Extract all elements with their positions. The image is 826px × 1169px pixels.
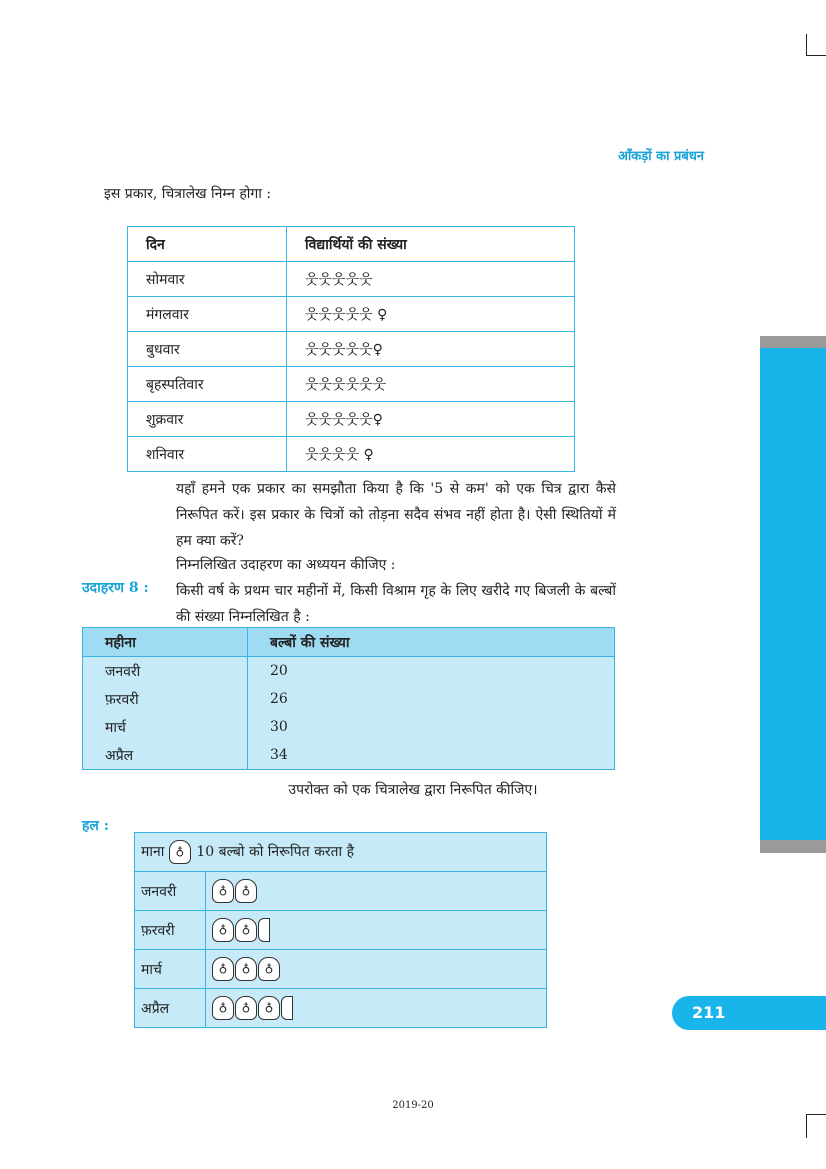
count-cell: 20: [270, 663, 288, 679]
bulb-icon: ♁: [212, 918, 234, 942]
month-cell: फ़रवरी: [83, 685, 248, 713]
count-cell: 30: [270, 719, 288, 735]
bulb-icon: ♁: [258, 996, 280, 1020]
side-bar-top-band: [760, 336, 826, 348]
month-cell: मार्च: [135, 950, 206, 989]
bulb-icon: ♁: [235, 879, 257, 903]
partial-bulb-icon: [281, 996, 293, 1020]
table-row: [128, 402, 575, 437]
example-label: उदाहरण 8 :: [82, 580, 149, 596]
figures-cell: 웃웃웃웃웃♀: [287, 332, 575, 367]
table-row: [128, 437, 575, 472]
instruction-text: उपरोक्त को एक चित्रालेख द्वारा निरूपित कीजिए।: [288, 782, 538, 798]
table-row: [128, 367, 575, 402]
bulb-icon: ♁: [212, 996, 234, 1020]
crop-mark-bottom-h: [806, 1114, 826, 1115]
crop-mark-bottom: [806, 1114, 807, 1138]
footer-year: 2019-20: [392, 1100, 434, 1111]
table-header-row: [83, 628, 615, 657]
key-prefix: माना: [141, 844, 165, 860]
figures-cell: 웃웃웃웃웃: [287, 262, 575, 297]
month-cell: जनवरी: [83, 657, 248, 686]
table-row: [135, 911, 547, 950]
table-header-row: [128, 227, 575, 262]
key-row: [135, 833, 547, 872]
crop-mark-top-h: [806, 55, 826, 56]
bulb-icon: ♁: [235, 918, 257, 942]
day-cell: बुधवार: [128, 332, 287, 367]
pictograph-table-bulbs: [134, 832, 547, 1028]
day-cell: बृहस्पतिवार: [128, 367, 287, 402]
intro-text: इस प्रकार, चित्रालेख निम्न होगा :: [104, 186, 272, 202]
month-cell: अप्रैल: [135, 989, 206, 1028]
key-cell: [135, 833, 547, 872]
side-color-bar: [760, 336, 826, 853]
table-row: [83, 741, 615, 770]
figures-cell: 웃웃웃웃 ♀: [287, 437, 575, 472]
bulb-icon: ♁: [258, 957, 280, 981]
table-row: [135, 989, 547, 1028]
day-cell: शनिवार: [128, 437, 287, 472]
crop-mark-top: [806, 34, 807, 56]
page-number: 211: [672, 996, 826, 1030]
table-row: [83, 713, 615, 741]
partial-bulb-icon: [258, 918, 270, 942]
day-cell: सोमवार: [128, 262, 287, 297]
bulb-icon: ♁: [235, 957, 257, 981]
header-students: विद्यार्थियों की संख्या: [287, 227, 575, 262]
solution-label: हल :: [82, 818, 109, 834]
key-suffix: 10 बल्बो को निरूपित करता है: [196, 844, 355, 860]
header-bulb-count: बल्बों की संख्या: [248, 628, 615, 657]
month-cell: मार्च: [83, 713, 248, 741]
bulbs-cell: [206, 911, 547, 950]
figures-cell: 웃웃웃웃웃웃: [287, 367, 575, 402]
running-header: आँकड़ों का प्रबंधन: [618, 149, 705, 164]
bulb-icon: ♁: [169, 840, 191, 864]
table-row: [83, 685, 615, 713]
table-row: [128, 297, 575, 332]
table-row: [135, 950, 547, 989]
table-row: [135, 872, 547, 911]
side-bar-bottom-band: [760, 840, 826, 853]
month-cell: अप्रैल: [83, 741, 248, 770]
figures-cell: 웃웃웃웃웃 ♀: [287, 297, 575, 332]
figures-cell: 웃웃웃웃웃♀: [287, 402, 575, 437]
count-cell: 26: [270, 691, 288, 707]
month-cell: जनवरी: [135, 872, 206, 911]
bulbs-cell: [206, 989, 547, 1028]
table-row: [128, 332, 575, 367]
bulb-icon: ♁: [235, 996, 257, 1020]
day-cell: शुक्रवार: [128, 402, 287, 437]
count-cell: 34: [270, 747, 288, 763]
table-row: [128, 262, 575, 297]
header-month: महीना: [83, 628, 248, 657]
day-cell: मंगलवार: [128, 297, 287, 332]
month-cell: फ़रवरी: [135, 911, 206, 950]
paragraph-study-example: निम्नलिखित उदाहरण का अध्ययन कीजिए :: [176, 557, 396, 573]
pictograph-table-students: [127, 226, 575, 472]
bulbs-cell: [206, 872, 547, 911]
bulbs-cell: [206, 950, 547, 989]
bulb-icon: ♁: [212, 879, 234, 903]
header-day: दिन: [128, 227, 287, 262]
bulb-icon: ♁: [212, 957, 234, 981]
paragraph-compromise: यहाँ हमने एक प्रकार का समझौता किया है कि '5 से कम' को एक चित्र द्वारा कैसे निरूपित करें। इस प्रकार के चित्रों को तोड़ना सदैव संभव नहीं होता है। ऐसी स्थितियों में हम क्या करें?: [176, 481, 616, 549]
bulbs-table: [82, 627, 615, 770]
example-text: किसी वर्ष के प्रथम चार महीनों में, किसी विश्राम गृह के लिए खरीदे गए बिजली के बल्बों की संख्या निम्नलिखित है :: [176, 583, 616, 625]
table-row: [83, 657, 615, 686]
